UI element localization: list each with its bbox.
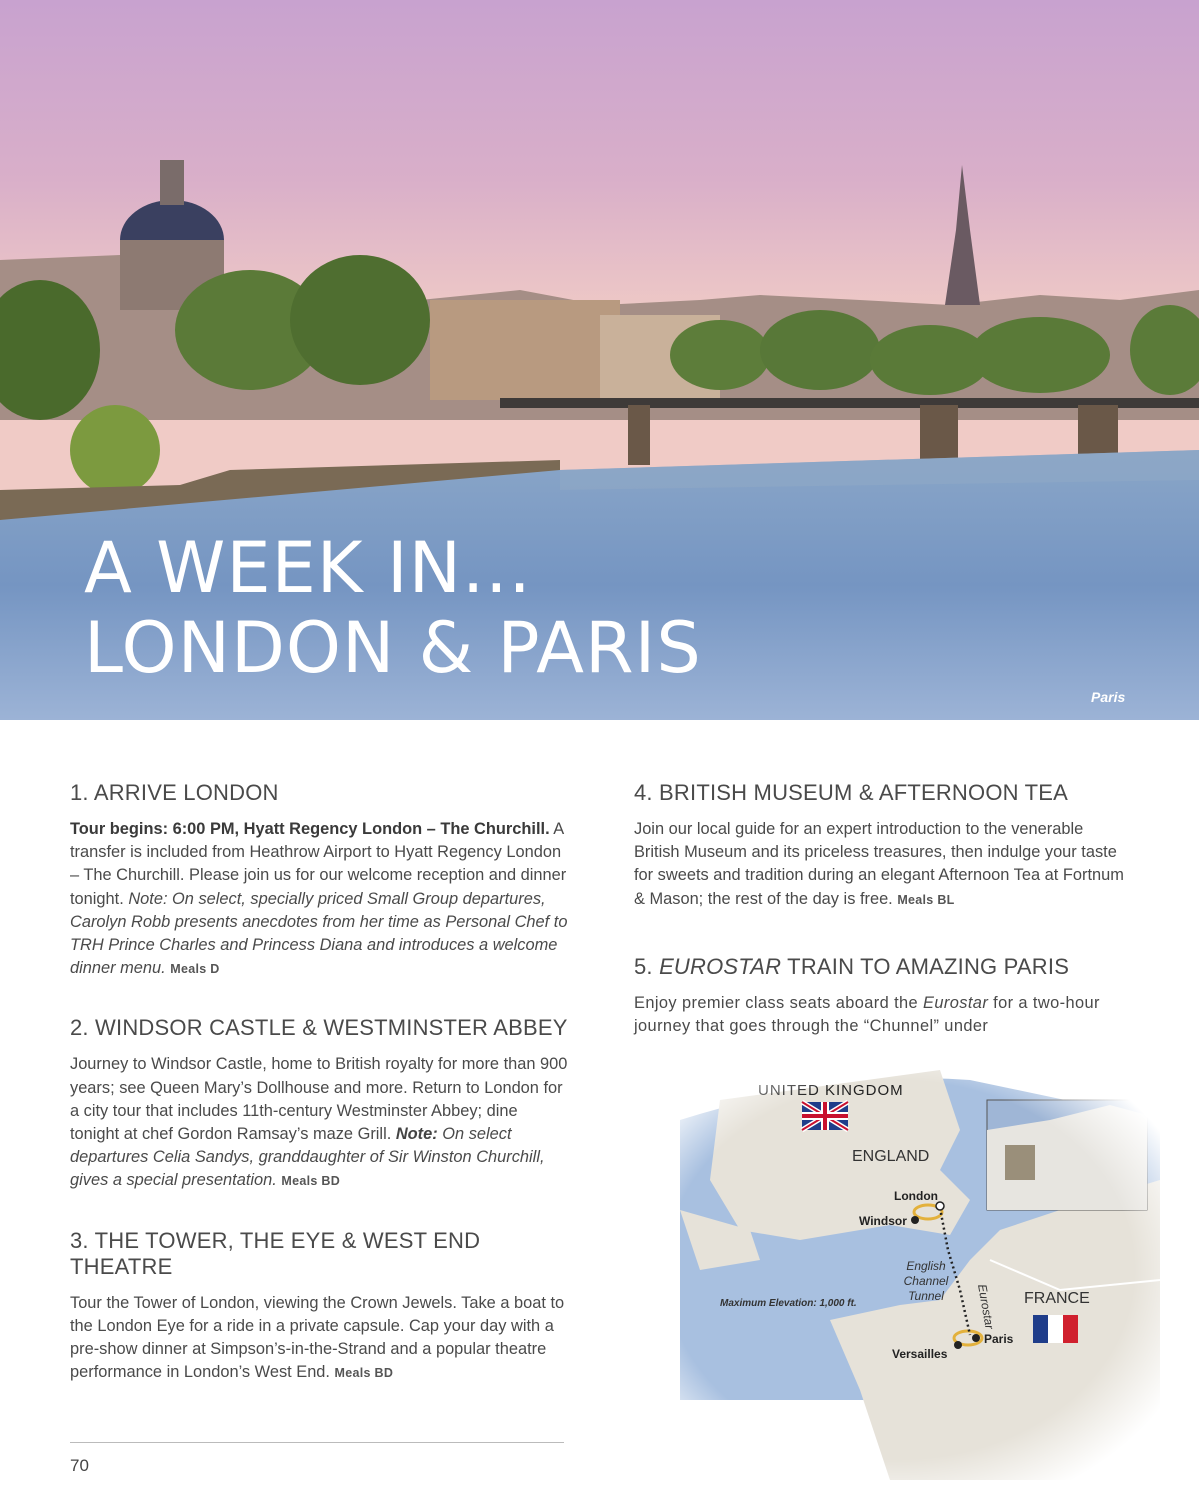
map-vignette xyxy=(640,1060,1160,1480)
day-4-section xyxy=(634,780,1124,912)
day-3-title: 3. THE TOWER, THE EYE & WEST END THEATRE xyxy=(70,1227,481,1279)
day-5-body-a: Enjoy premier class seats aboard the xyxy=(634,993,924,1012)
day-3-text xyxy=(70,1292,570,1386)
day-4-title: 4. BRITISH MUSEUM & AFTERNOON TEA xyxy=(634,780,1069,805)
route-map-svg xyxy=(640,1060,1160,1480)
day-1-lead: Tour begins: 6:00 PM, Hyatt Regency London – The Churchill. xyxy=(70,820,550,838)
hero-photo xyxy=(0,0,1199,720)
day-1-meals: Meals D xyxy=(170,962,220,977)
day-2-note: On select departures Celia Sandys, granddaughter of Sir Winston Churchill, gives a special presentation. xyxy=(70,1125,545,1190)
route-map xyxy=(640,1060,1160,1480)
day-5-text xyxy=(634,992,1124,1038)
page-title xyxy=(84,528,702,688)
photo-caption: Paris xyxy=(1091,689,1126,705)
day-4-body: Join our local guide for an expert introduction to the venerable British Museum and its priceless treasures, then indulge your taste for sweets and tradition during an elegant Afternoon Tea at Fortnum & Mason; the rest of the day is free. xyxy=(634,820,1124,908)
day-3-body: Tour the Tower of London, viewing the Crown Jewels. Take a boat to the London Eye for a ride in a private capsule. Cap your day with a pre-show dinner at Simpson’s-in-the-Strand and a popular theatre performance in London’s West End. xyxy=(70,1293,565,1382)
day-3-meals: Meals BD xyxy=(334,1366,394,1381)
day-4-text xyxy=(634,818,1124,912)
day-5-title-rest: TRAIN TO AMAZING PARIS xyxy=(781,953,1070,979)
page-number: 70 xyxy=(70,1456,89,1475)
day-1-title: 1. ARRIVE LONDON xyxy=(70,780,279,805)
right-column xyxy=(634,780,1124,1072)
day-1-section xyxy=(70,780,570,981)
day-5-section xyxy=(634,954,1124,1038)
title-line-1: A WEEK IN... xyxy=(84,527,532,609)
day-3-section xyxy=(70,1228,570,1386)
day-1-text xyxy=(70,818,570,981)
day-2-note-label: Note: xyxy=(395,1125,438,1144)
day-2-title: 2. WINDSOR CASTLE & WESTMINSTER ABBEY xyxy=(70,1015,568,1041)
footer-divider xyxy=(70,1442,564,1443)
day-5-body-b: for a two-hour journey that goes through the “Chunnel” under xyxy=(634,993,1100,1036)
day-1-body: A transfer is included from Heathrow Airport to Hyatt Regency London – The Churchill. Please join us for our welcome reception and dinner tonight. xyxy=(70,820,567,908)
day-5-title-num: 5. xyxy=(634,953,660,979)
day-2-text xyxy=(70,1053,570,1193)
day-1-note: Note: On select, specially priced Small Group departures, Carolyn Robb presents anecdotes from her time as Personal Chef to TRH Prince Charles and Princess Diana and introduces a welcome dinner menu. xyxy=(70,889,568,978)
day-5-title-italic: EUROSTAR xyxy=(659,953,782,979)
day-2-meals: Meals BD xyxy=(281,1174,341,1189)
day-5-body-italic: Eurostar xyxy=(923,993,989,1012)
day-5-title xyxy=(634,954,1124,980)
day-4-meals: Meals BL xyxy=(897,892,955,907)
title-line-2: LONDON & PARIS xyxy=(84,607,702,689)
day-2-body: Journey to Windsor Castle, home to British royalty for more than 900 years; see Queen Mary’s Dollhouse and more. Return to London for a city tour that includes 11th-century Westminster Abbey; dine tonight at chef Gordon Ramsay’s maze Grill. xyxy=(70,1055,568,1144)
left-column xyxy=(70,780,570,1419)
day-2-section xyxy=(70,1015,570,1193)
